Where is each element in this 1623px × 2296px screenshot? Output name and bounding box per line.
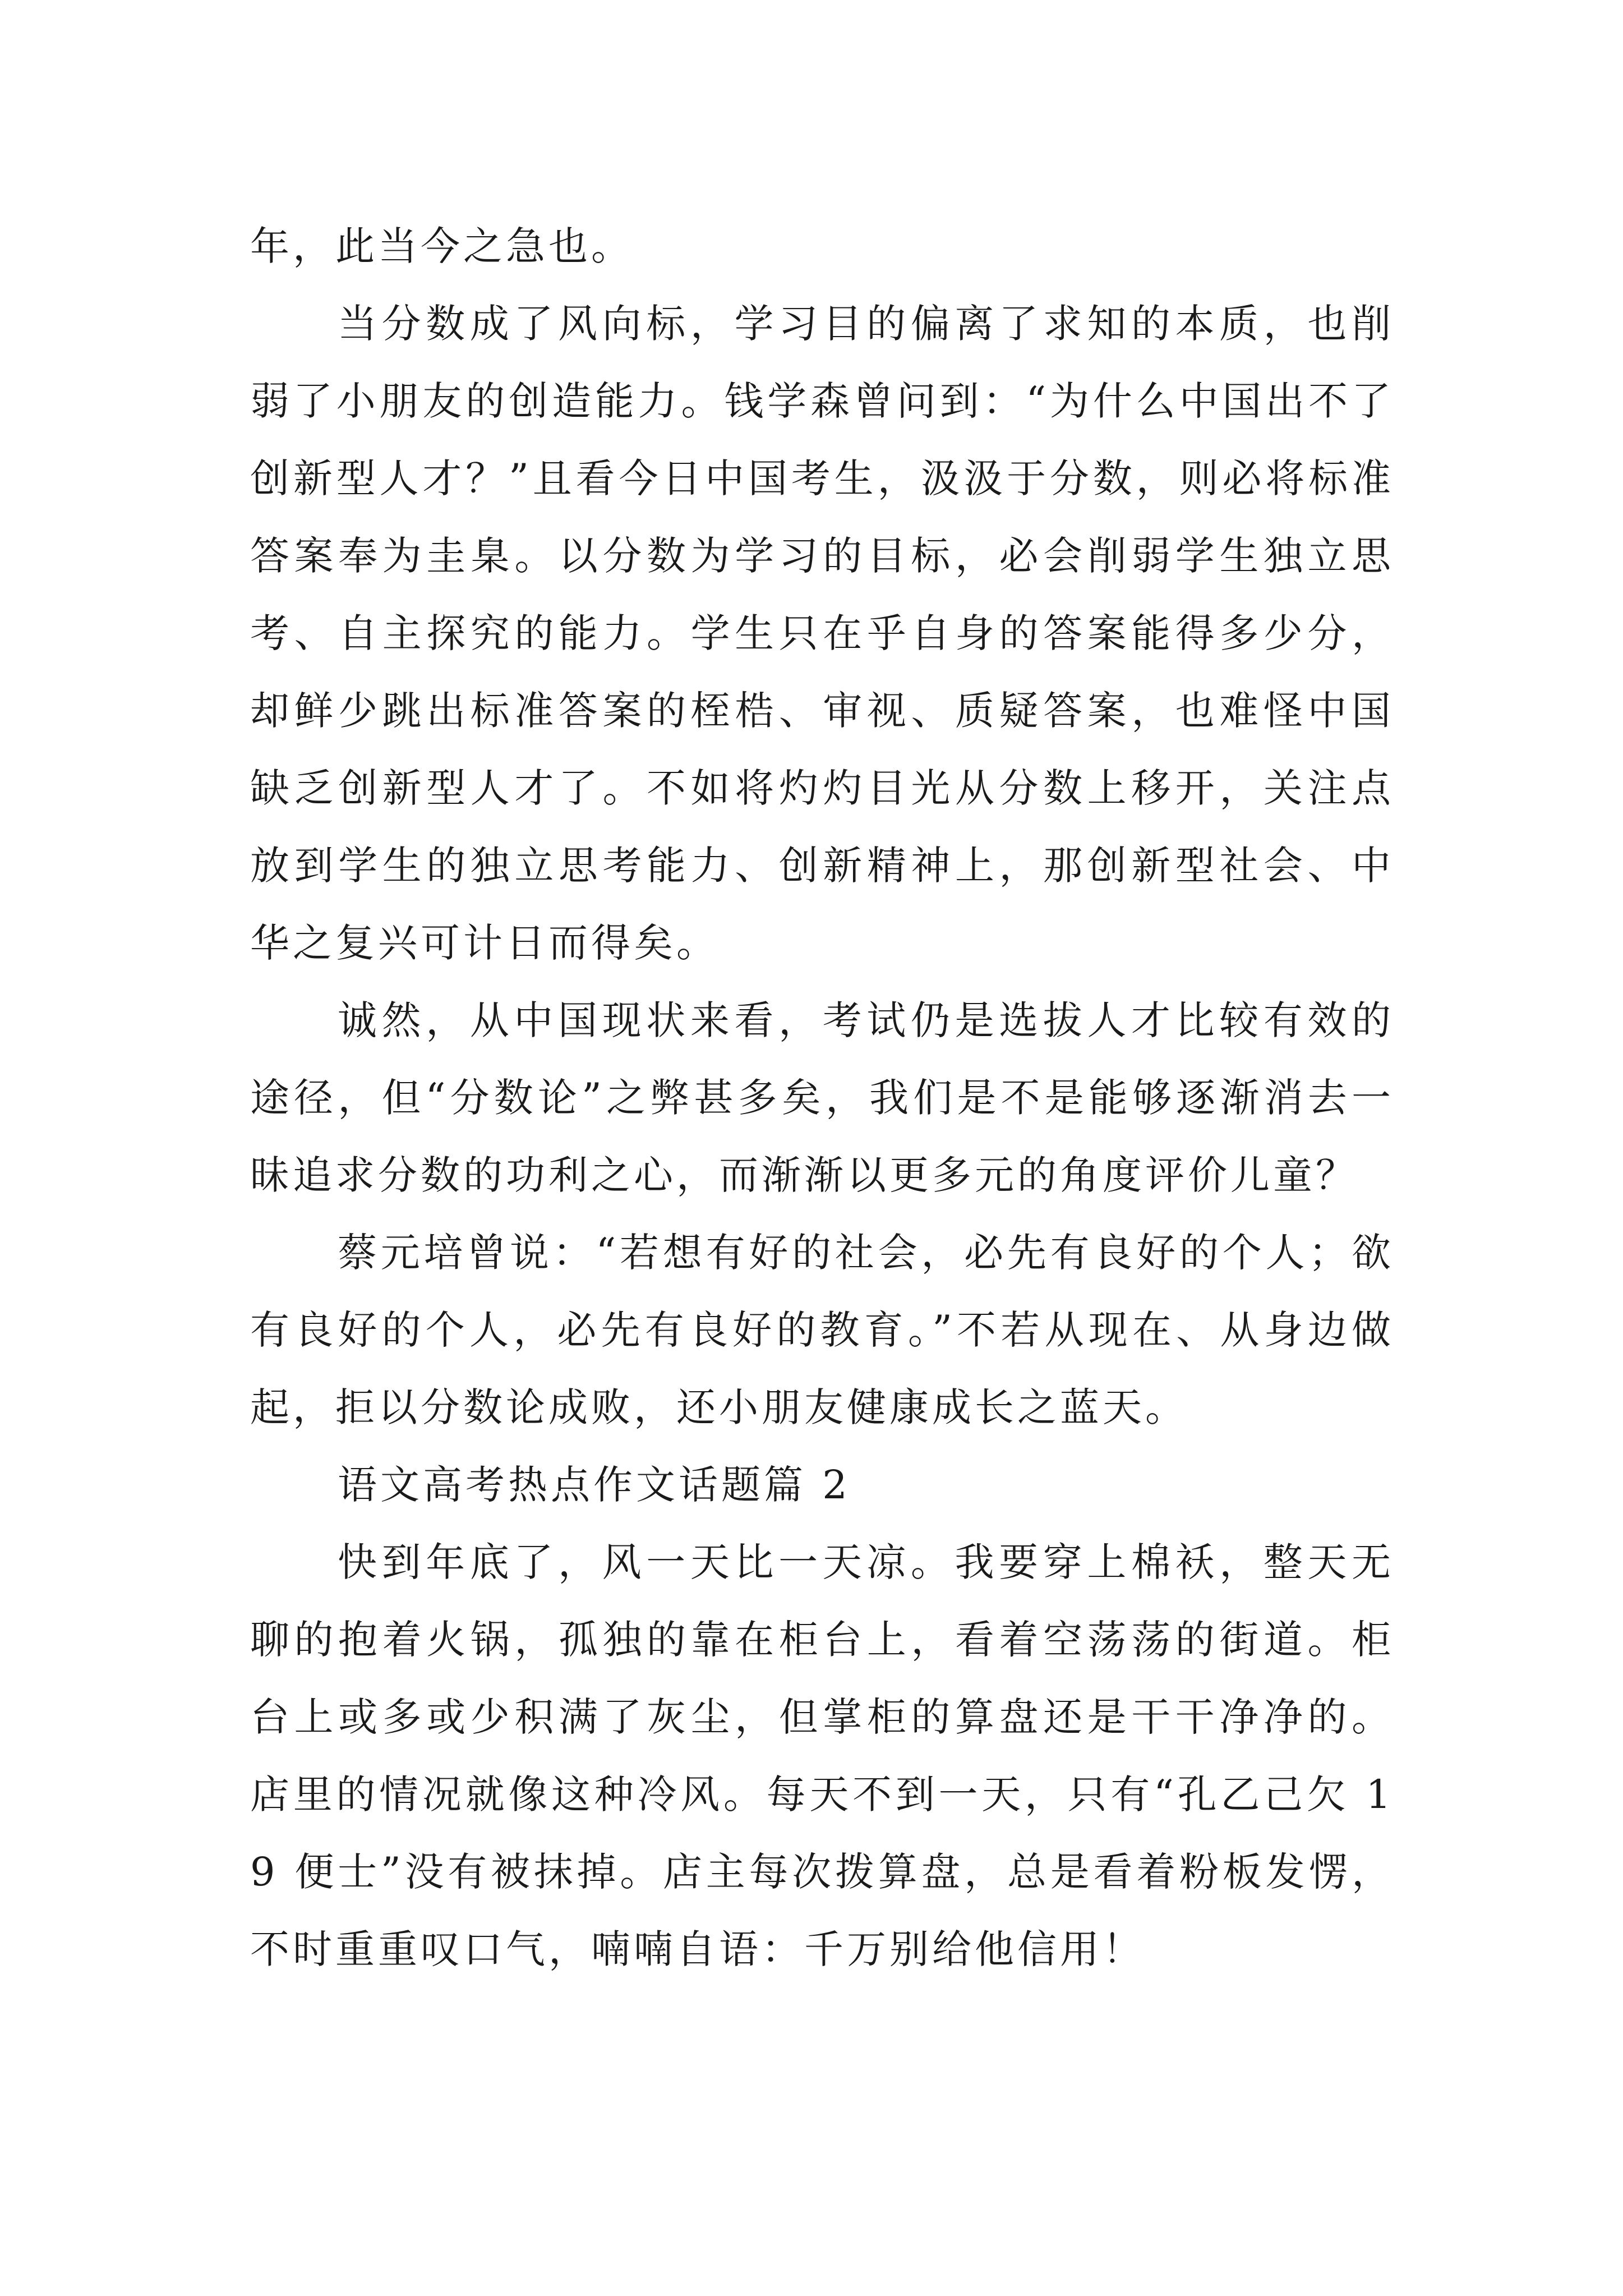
document-body (250, 208, 1394, 1988)
paragraph-cai-yuanpei-quote: 蔡元培曾说：“若想有好的社会，必先有良好的个人；欲有良好的个人，必先有良好的教育。”不若从现在、从身边做起，拒以分数论成败，还小朋友健康成长之蓝天。 (250, 1230, 1394, 1430)
paragraph-kong-yiji: 快到年底了，风一天比一天凉。我要穿上棉袄，整天无聊的抱着火锅，孤独的靠在柜台上，看着空荡荡的街道。柜台上或多或少积满了灰尘，但掌柜的算盘还是干干净净的。店里的情况就像这种冷风。每天不到一天，只有“孔乙己欠 19 便士”没有被抹掉。店主每次拨算盘，总是看着粉板发愣，不时重重叹口气，喃喃自语：千万别给他信用！ (250, 1539, 1394, 1972)
paragraph-continuation: 年，此当今之急也。 (250, 223, 634, 269)
paragraph-scores-creativity: 当分数成了风向标，学习目的偏离了求知的本质，也削弱了小朋友的创造能力。钱学森曾问到：“为什么中国出不了创新型人才？”且看今日中国考生，汲汲于分数，则必将标准答案奉为圭臬。以分数为学习的目标，必会削弱学生独立思考、自主探究的能力。学生只在乎自身的答案能得多少分，却鲜少跳出标准答案的桎梏、审视、质疑答案，也难怪中国缺乏创新型人才了。不如将灼灼目光从分数上移开，关注点放到学生的独立思考能力、创新精神上，那创新型社会、中华之复兴可计日而得矣。 (250, 301, 1394, 966)
section-heading: 语文高考热点作文话题篇 2 (338, 1462, 851, 1508)
paragraph-exam-reality: 诚然，从中国现状来看，考试仍是选拔人才比较有效的途径，但“分数论”之弊甚多矣，我们是不是能够逐渐消去一昧追求分数的功利之心，而渐渐以更多元的角度评价儿童？ (250, 997, 1394, 1198)
